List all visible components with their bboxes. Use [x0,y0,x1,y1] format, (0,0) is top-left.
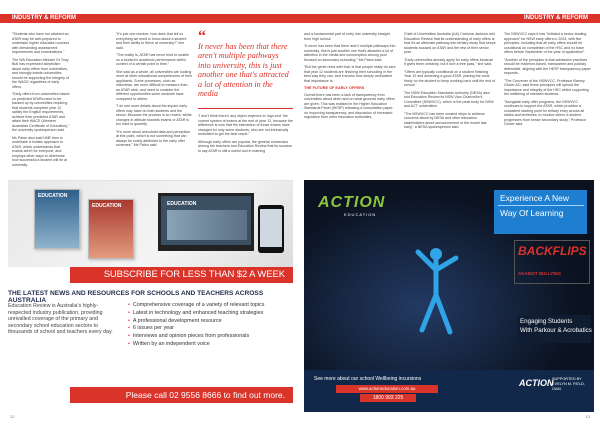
paragraph: Overall there has been a lack of transparency from universities about when and on what grounds early offers are given. This was realised in the Higher Education Standards Panel (HESP) releasing a consultation paper on improving transparency, and discussion of increased regulation from other education authorities. [304,92,395,119]
paragraph: "The reality is, ATAR has never tried to enable us a student's academic performance within context of a certain point in time." [116,53,190,66]
page-number-right: 13 [585,414,590,419]
paragraph: The NSWVCC says it has "initiated a sector-leading approach" for NSW early offers in 2024, with five principles, including that all early offers should be conditional on completion of the HSC and no base offers before September of the year of application". [504,32,587,54]
education-review-ad[interactable] [8,180,293,412]
list-item: • 6 issues per year [128,325,293,333]
subheading: THE FUTURE OF EARLY OFFERS [304,86,365,90]
call-to-action[interactable]: Please call 02 9556 8666 to find out more. [70,387,293,403]
list-item: • Comprehensive coverage of a variety of relevant topics [128,302,293,310]
ad-body: Education Review is Australia's highly-respected industry publication, providing unrivalled coverage of the primary and secondary school education sectors to thousands of school and teachers every day. [8,303,113,336]
quote-mark-icon: “ [198,28,206,45]
paragraph: The WA Education Minister Dr Tony Buti has expressed skepticism about early offers from universities, and strongly insists universities should be supporting the integrity of the WACE regardless of early offers. [12,57,69,89]
screen-content [167,210,247,240]
ad-visual [8,181,293,267]
article-column-5 [404,32,496,133]
magazine-cover [34,189,80,249]
footer-logo: ACTION [519,378,554,388]
action-education-ad[interactable] [304,180,594,412]
engage-line-1: Engaging Students [520,318,573,325]
laptop-image [158,193,254,251]
paragraph: "I do see more details about the impact early offers may have on both students and the sector. Because the process is so recent, whilst changes in attitude towards exams or ATAR is too hard to quantify. [116,104,192,126]
paragraph: "It never has been that there aren't multiple pathways into university, this is just another one that's attracted a lot of attention in the media and consumption among pool focused on secondary schooling," Ms Paton said. [304,44,396,62]
phone-screen [260,209,282,247]
section-header-left [0,14,300,23]
page-number-left: 12 [10,414,15,419]
list-item: • Written by an independent voice [128,341,293,349]
pull-quote-text: It never has been that there aren't multiple pathways into university, this is just another one that's attracted a lot of attention in the media [198,42,289,99]
paragraph: She said as a whole, all universities are looking more at other educational competencies of their applicants. Some processes, such as interviews, are more difficult to measure than an ATAR rank, and need to consider the different opportunities some students have compared to others. [116,69,192,101]
more-info-text: See more about our school Wellbeing incursions [314,376,422,382]
paragraph: Although early offers are popular, the general consensus among the teachers and Education Review that its success to say ATAR is still a useful tool in learning [198,139,293,153]
action-logo-sub: EDUCATION [344,212,377,217]
supported-by: SUPPORTED BY EVELYN M. FIELD, OAM. [552,377,585,391]
magazine-title: EDUCATION [38,193,68,199]
acrobat-figure-icon [406,240,466,340]
divider [498,205,584,206]
paragraph: The NSW Education Standards Authority (NESA) also told Education Review its NSW Vice-Chancellor's Committee (NSWVCC), which is the peak body for NSW and ACT universities. [404,90,494,108]
section-header-right [300,14,600,23]
backflips-sub: AGAINST BULLYING [518,271,562,276]
laptop-title: EDUCATION [167,201,197,207]
paragraph: and a fundamental part of entry into university straight from high school. [304,32,390,41]
article-column-4 [304,32,396,123]
paragraph: "But the genie rests with that, is that people really do care that year 12 students are finishing their schooling in the best way they can, and it shows how deeply ambivalent that importance is. [304,65,396,83]
paragraph: "Early offers from universities based on predicted ATARs need to be backed up by universities requiring that students complete year 12, satisfy the English requirements, achieve their predicted ATAR and attain their WACE (Western Australian Certificate of Education)," the university spokesperson said. [12,92,70,132]
subscribe-banner[interactable]: SUBSCRIBE FOR LESS THAN $2 A WEEK [70,267,293,283]
engage-line-2: With Parkour & Acrobatics [520,327,592,334]
website-link[interactable]: www.actioneducation.com.au [336,385,438,393]
tagline-line-1: Experience A New [500,193,569,203]
tagline-line-2: Way Of Learning [500,208,564,218]
paragraph: "The Convener of the NSWVCC, Professor Barney Glover AO, said those principles will uphold the importance and integrity of the HSC whilst supporting the wellbeing of stressed students. [504,78,589,96]
magazine-title: EDUCATION [92,203,122,209]
ad-heading: THE LATEST NEWS AND RESOURCES FOR SCHOOLS AND TEACHERS ACROSS AUSTRALIA [8,290,264,304]
section-label: INDUSTRY & REFORM [523,15,588,21]
divider [198,108,293,109]
article-column-2 [116,32,192,151]
phone-image [258,205,284,253]
paragraph: "The NSWVCC has been created steps to address concerns about by NESA and other education stakeholders about announcement of the model last early," a NESA spokesperson said. [404,111,487,129]
article-column-6 [504,32,592,130]
list-item: • A professional development resource [128,318,293,326]
paragraph: "Alongside early offer programs, the NSWVCC continues to support the ATAR, which provides a consistent starting point for tertiary entry across all states and territories, to monitor where a student progresses from senior secondary study," Professor Glover said. [504,99,587,126]
paragraph: Chief of Universities Australia (UA) Catriona Jackson told Education Review that its understanding of early offers is that it's an alternate pathway into tertiary study that keeps students focused on ATAR and the rest of their senior year. [404,32,496,54]
list-item: • Latest in technology and enhanced teaching strategies [128,310,293,318]
list-item: • Interviews and opinion pieces from professionals [128,333,293,341]
magazine-cover [88,199,134,259]
paragraph: "Students who have not attained an ATAR may be well-prepared to undertake higher education courses with demanding assessment requirements and examinations." [12,32,70,54]
paragraph: "Early universities already apply for early offers because it gives them certainty, but it isn't a free pass," she said. [404,57,494,66]
paragraph: Ms Paton also said UNE tries to undertake a holistic approach to ATAR, which understands that exams aren't for everyone, and employs other ways to determine how successful a student will be at university. [12,135,68,167]
phone-number[interactable]: 1800 993 225 [360,394,416,402]
article-column-3 [198,114,293,156]
paragraph: "Another of the principles is that admission practices should be evidence-based, transparent and publicly defensible, aligning with the HESP transparency paper requests. [504,57,591,75]
paragraph: "I don't think there's any object anymore to 'sign-end' the current system of exams at the end of year 12, because the difference is now that the interaction of those exams have changed for only some students, who are not intrinsically motivated to get the best result." [198,114,293,136]
paragraph: "It's more about anecdotal data and perception at this point, which is not something that can always be solely attributed to the early offer schemes," Ms Paton said. [116,129,191,147]
pull-quote [198,28,293,99]
article-column-1 [12,32,70,170]
backflips-logo: BACKFLIPS [514,240,590,284]
paragraph: "Offers are typically conditional on a student finishing Year 12 and achieving a good ATAR, placing the onus firmly on the student to keep working hard until the end of school." [404,69,496,87]
feature-list [128,302,293,349]
paragraph: "It's just one number, how does that tell us everything we need to know about a student and their ability to thrive at university?" she said. [116,32,187,50]
section-label: INDUSTRY & REFORM [12,15,77,21]
action-logo: ACTION [318,194,386,211]
